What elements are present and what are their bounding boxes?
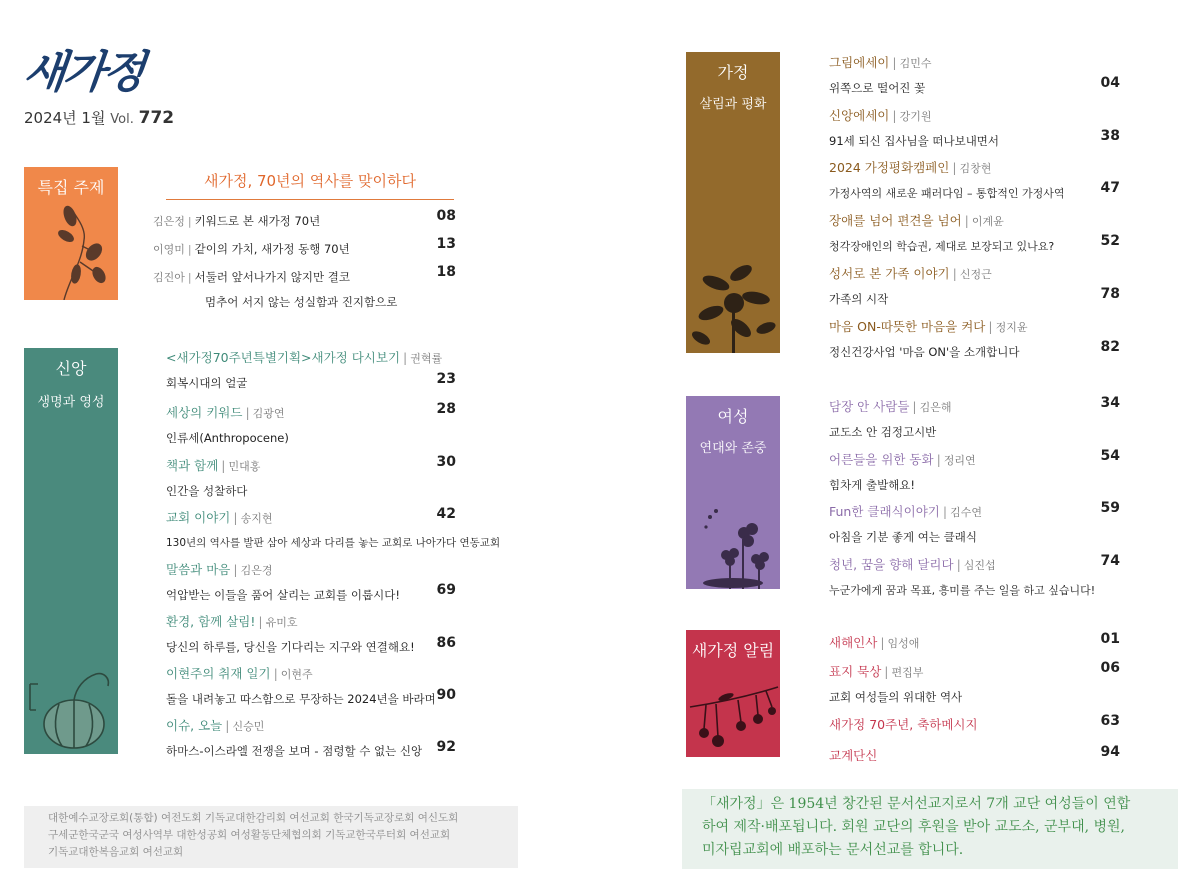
item-category: Fun한 클래식이야기 [829, 504, 940, 519]
item-category: 표지 묵상 [829, 664, 882, 679]
item-page: 78 [1100, 286, 1120, 302]
item-category: 세상의 키워드 [166, 405, 243, 420]
item-author: 정리연 [943, 454, 976, 467]
item-author: 편집부 [891, 666, 924, 679]
item-category: 책과 함께 [166, 458, 219, 473]
toc-item[interactable]: 성서로 본 가족 이야기 | 신정근 가족의 시작 [829, 266, 992, 306]
toc-item[interactable]: 장애를 넘어 편견을 넘어 | 이계윤 청각장애인의 학습권, 제대로 보장되고 있나요? [829, 213, 1055, 253]
flower-illustration-icon [686, 243, 780, 353]
item-page: 52 [1100, 233, 1120, 249]
toc-item[interactable]: 마음 ON-따뜻한 마음을 켜다 | 정지윤 정신건강사업 '마음 ON'을 소개합니다 [829, 319, 1028, 359]
toc-item[interactable]: 환경, 함께 살림! | 유미호 당신의 하루를, 당신을 기다리는 지구와 연결해요! [166, 614, 415, 654]
item-page: 94 [1100, 744, 1120, 760]
item-title: 위쪽으로 떨어진 꽃 [829, 81, 926, 95]
toc-item[interactable]: 청년, 꿈을 향해 달리다 | 심진섭 누군가에게 꿈과 목표, 흥미를 주는 일을 하고 싶습니다! [829, 557, 1096, 597]
item-page: 74 [1100, 553, 1120, 569]
item-page: 08 [436, 208, 456, 224]
faith-panel-title: 신앙 [55, 359, 87, 378]
item-page: 69 [436, 582, 456, 598]
item-author: 김광연 [252, 407, 285, 420]
item-page: 92 [436, 739, 456, 755]
toc-item[interactable]: 교회 이야기 | 송지현 130년의 역사를 발판 삼아 세상과 다리를 놓는 교회로 나아가다 연동교회 [166, 510, 501, 549]
item-page: 04 [1100, 75, 1120, 91]
item-author: 김은정 [153, 215, 185, 228]
item-title: 교회 여성들의 위대한 역사 [829, 690, 963, 704]
item-category: 청년, 꿈을 향해 달리다 [829, 557, 954, 572]
item-page: 90 [436, 687, 456, 703]
member-organizations [24, 806, 518, 868]
item-author: 신정근 [959, 268, 992, 281]
item-page: 01 [1100, 631, 1120, 647]
org-line: 기독교대한복음교회 여선교회 [48, 846, 184, 858]
item-title: 아침을 기분 좋게 여는 클래식 [829, 530, 977, 544]
item-author: 김진아 [153, 271, 185, 284]
desc-line: 하여 제작·배포됩니다. 회원 교단의 후원을 받아 교도소, 군부대, 병원, [702, 819, 1125, 835]
item-title: 정신건강사업 '마음 ON'을 소개합니다 [829, 345, 1020, 359]
pumpkin-illustration-icon [24, 664, 118, 754]
item-title: 130년의 역사를 발판 삼아 세상과 다리를 놓는 교회로 나아가다 연동교회 [166, 537, 501, 549]
item-author: 심진섭 [963, 559, 996, 572]
toc-item[interactable]: 말씀과 마음 | 김은경 억압받는 이들을 품어 살리는 교회를 이룹시다! [166, 562, 400, 602]
item-page: 18 [436, 264, 456, 280]
item-category: 어른들을 위한 동화 [829, 452, 934, 467]
item-author: 임성애 [887, 637, 920, 650]
toc-item[interactable] [829, 715, 978, 733]
item-author: 김민수 [899, 57, 932, 70]
item-author: 권혁률 [410, 352, 443, 365]
magazine-logo: 새가정 [20, 47, 145, 98]
item-page: 23 [436, 371, 456, 387]
item-page: 13 [436, 236, 456, 252]
item-title: 인류세(Anthropocene) [166, 431, 289, 445]
item-category: 신앙에세이 [829, 108, 890, 123]
toc-item[interactable]: 표지 묵상 | 편집부 교회 여성들의 위대한 역사 [829, 664, 963, 704]
item-title: 하마스-이스라엘 전쟁을 보며 - 점령할 수 없는 신앙 [166, 744, 423, 758]
item-author: 강기원 [899, 110, 932, 123]
item-author: 송지현 [240, 512, 273, 525]
item-title: 서둘러 앞서나가지 않지만 결코 [194, 270, 350, 284]
item-author: 민대홍 [228, 460, 261, 473]
item-page: 63 [1100, 713, 1120, 729]
home-panel-subtitle: 살림과 평화 [699, 97, 767, 112]
women-panel [686, 396, 780, 589]
item-page: 86 [436, 635, 456, 651]
item-category: 교계단신 [829, 748, 878, 763]
item-category: 환경, 함께 살림! [166, 614, 256, 629]
item-page: 28 [436, 401, 456, 417]
feature-item[interactable]: 김은정 | 키워드로 본 새가정 70년 [153, 214, 321, 228]
item-page: 06 [1100, 660, 1120, 676]
item-title: 가정사역의 새로운 패러다임 – 통합적인 가정사역 [829, 187, 1065, 200]
org-line: 대한예수교장로회(통합) 여전도회 기독교대한감리회 여선교회 한국기독교장로회 여신도회 [48, 812, 459, 824]
women-panel-subtitle: 연대와 존중 [699, 441, 767, 456]
item-author: 이현주 [280, 668, 313, 681]
item-author: 이계윤 [971, 215, 1004, 228]
toc-item[interactable] [829, 746, 877, 764]
item-author: 김창현 [959, 162, 992, 175]
toc-item[interactable]: Fun한 클래식이야기 | 김수연 아침을 기분 좋게 여는 클래식 [829, 504, 982, 544]
item-category: 성서로 본 가족 이야기 [829, 266, 950, 281]
item-category: 이현주의 취재 일기 [166, 666, 271, 681]
toc-item[interactable]: 이현주의 취재 일기 | 이현주 돌을 내려놓고 따스함으로 무장하는 2024년을 바라며 [166, 666, 436, 706]
item-category: 담장 안 사람들 [829, 399, 910, 414]
item-page: 82 [1100, 339, 1120, 355]
item-title: 돌을 내려놓고 따스함으로 무장하는 2024년을 바라며 [166, 692, 436, 706]
item-author: 유미호 [265, 616, 298, 629]
magazine-description [682, 789, 1178, 869]
feature-item[interactable]: 김진아 | 서둘러 앞서나가지 않지만 결코 멈추어 서지 않는 성실함과 진지함으로 [153, 270, 398, 309]
item-author: 정지윤 [995, 321, 1028, 334]
item-category: 그림에세이 [829, 55, 890, 70]
item-category: 이슈, 오늘 [166, 718, 223, 733]
item-page: 38 [1100, 128, 1120, 144]
org-line: 구세군한국군국 여성사역부 대한성공회 여성활동단체협의회 기독교한국루터회 여선교회 [48, 829, 451, 841]
toc-item[interactable]: 세상의 키워드 | 김광연 인류세(Anthropocene) [166, 405, 289, 445]
item-author: 김은경 [240, 564, 273, 577]
item-title: 교도소 안 검정고시반 [829, 425, 937, 439]
item-author: 신승민 [232, 720, 265, 733]
item-title: 같이의 가치, 새가정 동행 70년 [194, 242, 350, 256]
item-title: 누군가에게 꿈과 목표, 흥미를 주는 일을 하고 싶습니다! [829, 584, 1096, 597]
home-panel-title: 가정 [717, 63, 749, 82]
faith-panel-subtitle: 생명과 영성 [37, 395, 105, 410]
item-title: 91세 되신 집사님을 떠나보내면서 [829, 134, 1000, 148]
item-page: 54 [1100, 448, 1120, 464]
item-author: 김수연 [950, 506, 982, 519]
item-title: 키워드로 본 새가정 70년 [194, 214, 321, 228]
item-category: 말씀과 마음 [166, 562, 231, 577]
item-title: 가족의 시작 [829, 292, 889, 306]
toc-item[interactable]: 책과 함께 | 민대홍 인간을 성찰하다 [166, 458, 261, 498]
issue-date: 2024년 1월 [24, 109, 106, 127]
notice-panel-title: 새가정 알림 [691, 641, 775, 660]
item-category: 새해인사 [829, 635, 878, 650]
notice-panel [686, 630, 780, 757]
toc-item[interactable]: 새해인사 | 임성애 [829, 635, 920, 650]
faith-panel [24, 348, 118, 754]
item-page: 34 [1100, 395, 1120, 411]
item-category: 장애를 넘어 편견을 넘어 [829, 213, 962, 228]
feature-heading: 새가정, 70년의 역사를 맞이하다 [166, 170, 454, 200]
item-category: 교회 이야기 [166, 510, 231, 525]
issue-info [24, 107, 174, 128]
toc-item[interactable]: 2024 가정평화캠페인 | 김창현 가정사역의 새로운 패러다임 – 통합적인 가정사역 [829, 160, 1065, 200]
desc-line: 「새가정」은 1954년 창간된 문서선교지로서 7개 교단 여성들이 연합 [702, 796, 1131, 812]
berry-branch-illustration-icon [686, 667, 780, 757]
item-title: 인간을 성찰하다 [166, 484, 248, 498]
item-category: 마음 ON-따뜻한 마음을 켜다 [829, 319, 986, 334]
item-author: 김은해 [919, 401, 952, 414]
item-category: 새가정 70주년, 축하메시지 [829, 717, 978, 732]
home-panel [686, 52, 780, 353]
desc-line: 미자립교회에 배포하는 문서선교를 합니다. [702, 842, 964, 858]
item-title: 회복시대의 얼굴 [166, 376, 248, 390]
women-panel-title: 여성 [717, 407, 749, 426]
clover-illustration-icon [686, 499, 780, 589]
item-author: 이영미 [153, 243, 185, 256]
toc-item[interactable]: 담장 안 사람들 | 김은해 교도소 안 검정고시반 [829, 399, 952, 439]
toc-item[interactable]: 어른들을 위한 동화 | 정리연 힘차게 출발해요! [829, 452, 976, 492]
toc-item[interactable]: 신앙에세이 | 강기원 91세 되신 집사님을 떠나보내면서 [829, 108, 1000, 148]
feature-panel-title: 특집 주제 [37, 178, 105, 197]
item-title-2: 멈추어 서지 않는 성실함과 진지함으로 [205, 295, 398, 309]
feature-item[interactable]: 이영미 | 같이의 가치, 새가정 동행 70년 [153, 242, 350, 256]
vol-number: 772 [138, 108, 175, 128]
branch-illustration-icon [24, 200, 118, 300]
item-page: 59 [1100, 500, 1120, 516]
item-page: 42 [436, 506, 456, 522]
item-category: <새가정70주년특별기획>새가정 다시보기 [166, 350, 401, 365]
item-title: 청각장애인의 학습권, 제대로 보장되고 있나요? [829, 240, 1055, 253]
item-title: 당신의 하루를, 당신을 기다리는 지구와 연결해요! [166, 640, 415, 654]
toc-item[interactable]: <새가정70주년특별기획>새가정 다시보기 | 권혁률 회복시대의 얼굴 [166, 350, 443, 390]
item-page: 30 [436, 454, 456, 470]
item-page: 47 [1100, 180, 1120, 196]
toc-item[interactable]: 이슈, 오늘 | 신승민 하마스-이스라엘 전쟁을 보며 - 점령할 수 없는 신앙 [166, 718, 423, 758]
toc-item[interactable]: 그림에세이 | 김민수 위쪽으로 떨어진 꽃 [829, 55, 932, 95]
feature-panel [24, 167, 118, 300]
item-title: 힘차게 출발해요! [829, 478, 916, 492]
item-title: 억압받는 이들을 품어 살리는 교회를 이룹시다! [166, 588, 400, 602]
vol-label: Vol. [110, 112, 134, 127]
item-category: 2024 가정평화캠페인 [829, 160, 950, 175]
